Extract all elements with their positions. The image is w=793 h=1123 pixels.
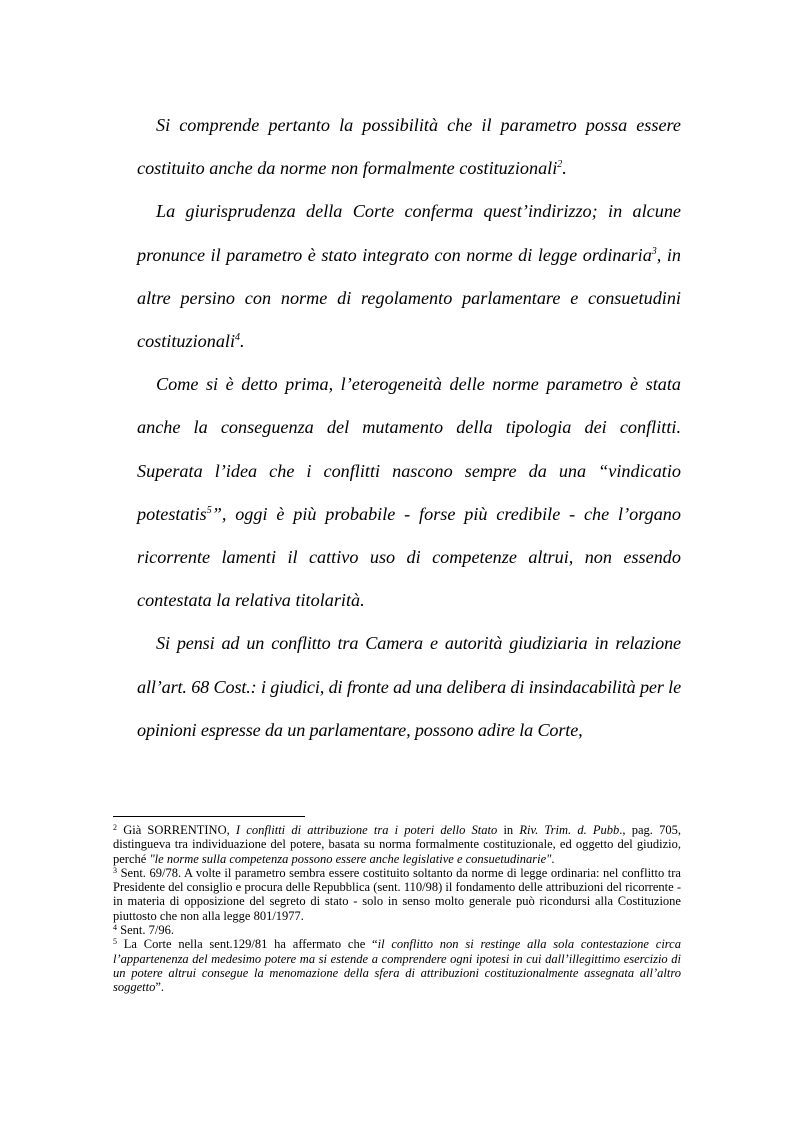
text-run: La Corte nella sent.129/81 ha affermato che “ — [117, 937, 378, 952]
footnote-marker: 2 — [113, 823, 117, 832]
footnote — [113, 923, 681, 937]
text-run: Si comprende pertanto la possibilità che il parametro possa essere costituito anche da norme non formalmente costituzionali — [137, 115, 681, 179]
italic-text: "le norme sulla competenza possono essere anche legislative e consuetudinarie" — [149, 851, 552, 866]
text-run: . — [562, 158, 567, 179]
text-run: Sent. 7/96. — [117, 923, 174, 938]
text-run: in — [497, 823, 520, 837]
footnote-marker: 5 — [113, 937, 117, 947]
text-run: ., pag. 705, distingueva tra individuazione del potere, basata su norma formalmente costituzionale, ed oggetto del giudizio, perché — [113, 823, 681, 866]
footnote-marker: 2 — [557, 159, 563, 171]
footnote — [113, 937, 681, 994]
footnote — [113, 823, 681, 866]
italic-text: I conflitti di attribuzione tra i poteri dello Stato — [235, 823, 498, 837]
text-run: Già SORRENTINO, — [117, 823, 236, 837]
footnote-marker: 4 — [113, 923, 117, 933]
footnote-marker: 3 — [113, 865, 117, 875]
text-run: Si pensi ad un conflitto tra Camera e autorità giudiziaria in relazione all’art. 68 Cost.: i giudici, di fronte ad una delibera di insindacabilità per le opinioni espresse da un parlamentare, possono adire la Corte, — [137, 633, 681, 740]
footnote-marker: 5 — [206, 504, 212, 516]
footnote-marker: 3 — [651, 245, 657, 257]
paragraph — [137, 622, 681, 752]
paragraph — [137, 190, 681, 363]
text-run: Come si è detto prima, l’eterogeneità delle norme parametro è stata anche la conseguenza del mutamento della tipologia dei conflitti. Superata l’idea che i conflitti nascono sempre da una “vindicatio potestatis — [137, 374, 681, 524]
text-run: , in altre persino con norme di regolamento parlamentare e consuetudini costituzionali — [137, 244, 682, 352]
text-run: Sent. 69/78. A volte il parametro sembra essere costituito soltanto da norme di legge ordinaria: nel conflitto tra Presidente del consiglio e procura delle Repubblica (sent. 110/98) il fondamento delle attribuzioni del ricorrente - in materia di opposizione del segreto di stato - solo in senso molto generale può ricondursi alla Costituzione piuttosto che non alla legge 801/1977. — [113, 865, 681, 923]
italic-text: il conflitto non si restinge alla sola contestazione circa l’appartenenza del medesimo potere ma si estende a comprendere ogni ipotesi in cui dall’illegittimo esercizio di un potere altrui consegue la menomazione della sfera di attribuzioni costituzionalmente assegnata all’altro soggetto — [113, 937, 681, 995]
text-run: ”. — [155, 980, 165, 995]
paragraph — [137, 363, 681, 622]
footnote — [113, 866, 681, 923]
footnotes — [113, 823, 681, 995]
footnote-separator — [113, 816, 305, 817]
text-run: . — [240, 331, 245, 352]
footnote-marker: 4 — [235, 332, 241, 344]
text-run: La giurisprudenza della Corte conferma quest’indirizzo; in alcune pronunce il parametro è stato integrato con norme di legge ordinaria — [137, 201, 681, 265]
text-run: . — [551, 851, 555, 866]
paragraph — [137, 104, 681, 190]
body-text — [137, 104, 681, 752]
text-run: ”, oggi è più probabile - forse più credibile - che l’organo ricorrente lamenti il cattivo uso di competenze altrui, non essendo contestata la relativa titolarità. — [137, 503, 681, 611]
italic-text: Riv. Trim. d. Pubb — [519, 823, 620, 837]
